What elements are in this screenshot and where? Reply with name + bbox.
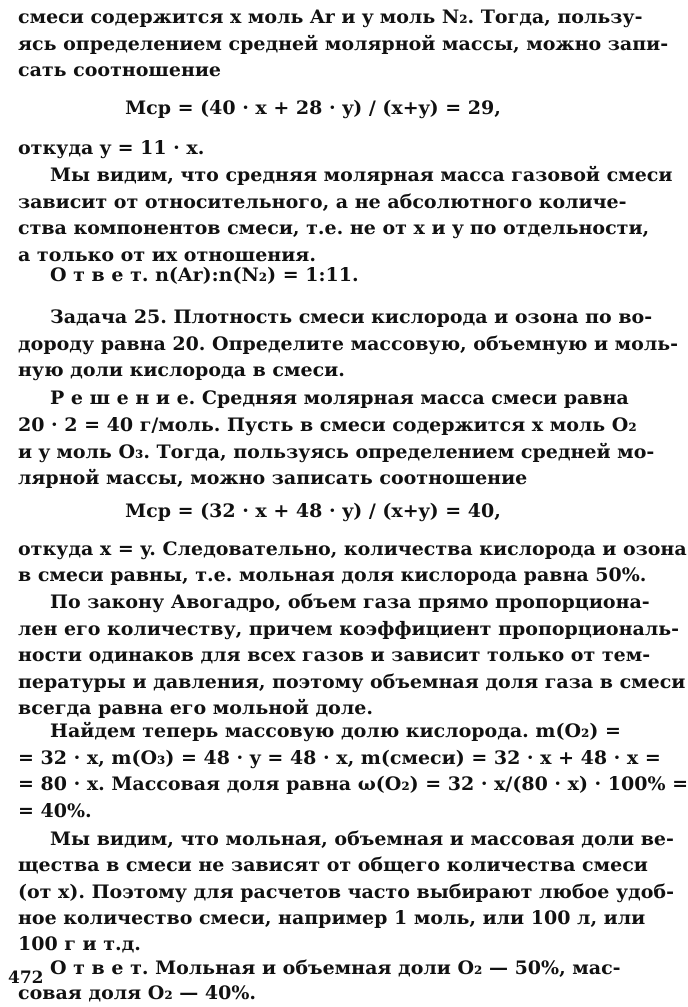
text-line: ное количество смеси, например 1 моль, или 100 л, или: [18, 907, 646, 929]
text-line: пературы и давления, поэтому объемная доля газа в смеси: [18, 671, 686, 693]
text-line: = 32 · x, m(O₃) = 48 · y = 48 · x, m(смеси) = 32 · x + 48 · x =: [18, 747, 661, 769]
text-line: 20 · 2 = 40 г/моль. Пусть в смеси содержится x моль O₂: [18, 414, 637, 436]
answer-line: О т в е т. Мольная и объемная доли O₂ — 50%, мас-: [50, 957, 621, 979]
equation-line: Mср = (40 · x + 28 · y) / (x+y) = 29,: [125, 97, 501, 119]
text-line: откуда y = 11 · x.: [18, 137, 205, 159]
text-line: щества в смеси не зависят от общего количества смеси: [18, 854, 648, 876]
text-line: Мы видим, что средняя молярная масса газовой смеси: [50, 164, 673, 186]
text-line: Найдем теперь массовую долю кислорода. m(O₂) =: [50, 720, 621, 742]
text-line: ства компонентов смеси, т.е. не от x и y по отдельности,: [18, 217, 650, 239]
solution-line: Р е ш е н и е. Средняя молярная масса смеси равна: [50, 387, 629, 409]
text-line: дороду равна 20. Определите массовую, объемную и моль-: [18, 333, 679, 355]
text-line: Мы видим, что мольная, объемная и массовая доли ве-: [50, 828, 674, 850]
text-line: (от x). Поэтому для расчетов часто выбирают любое удоб-: [18, 881, 674, 903]
text-line: лен его количеству, причем коэффициент пропорциональ-: [18, 618, 680, 640]
text-line: совая доля O₂ — 40%.: [18, 982, 257, 1004]
text-line: ности одинаков для всех газов и зависит только от тем-: [18, 644, 651, 666]
text-line: ясь определением средней молярной массы, можно запи-: [18, 33, 669, 55]
text-line: а только от их отношения.: [18, 244, 316, 266]
text-line: = 40%.: [18, 800, 92, 822]
text-line: и y моль O₃. Тогда, пользуясь определением средней мо-: [18, 441, 655, 463]
text-line: = 80 · x. Массовая доля равна ω(O₂) = 32 · x/(80 · x) · 100% =: [18, 773, 688, 795]
text-line: 100 г и т.д.: [18, 933, 141, 955]
page-number: 472: [8, 968, 44, 988]
text-line: откуда x = y. Следовательно, количества кислорода и озона: [18, 538, 687, 560]
text-line: ную доли кислорода в смеси.: [18, 359, 345, 381]
text-line: смеси содержится x моль Ar и y моль N₂. Тогда, пользу-: [18, 6, 643, 28]
text-line: всегда равна его мольной доле.: [18, 697, 373, 719]
text-line: сать соотношение: [18, 59, 222, 81]
answer-line: О т в е т. n(Ar):n(N₂) = 1:11.: [50, 264, 359, 286]
text-line: По закону Авогадро, объем газа прямо пропорциона-: [50, 591, 650, 613]
equation-line: Mср = (32 · x + 48 · y) / (x+y) = 40,: [125, 500, 501, 522]
text-line: зависит от относительного, а не абсолютного количе-: [18, 191, 627, 213]
text-line: в смеси равны, т.е. мольная доля кислорода равна 50%.: [18, 564, 647, 586]
text-line: лярной массы, можно записать соотношение: [18, 467, 528, 489]
problem-heading-line: Задача 25. Плотность смеси кислорода и озона по во-: [50, 306, 653, 328]
